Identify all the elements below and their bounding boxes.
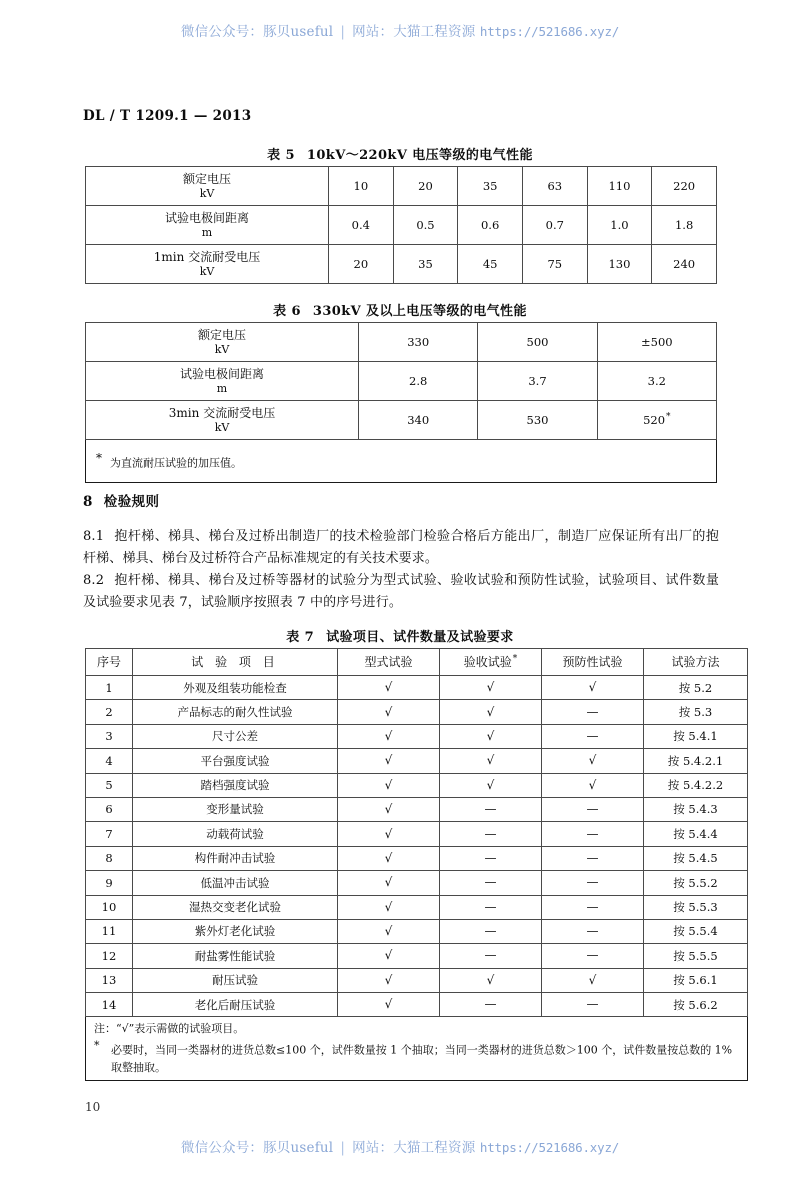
table7-row9-item: 湿热交变老化试验 xyxy=(133,895,338,919)
table6-row2-col2 xyxy=(597,401,716,440)
table7-row6-method: 按 5.4.4 xyxy=(644,822,748,846)
table6-caption-title: 330kV 及以上电压等级的电气性能 xyxy=(312,304,527,319)
watermark-site-value: 大猫工程资源 xyxy=(393,24,476,40)
table7-row12-no: 13 xyxy=(86,968,133,992)
clause-8-1-text: 抱杆梯、梯具、梯台及过桥出制造厂的技术检验部门检验合格后方能出厂，制造厂应保证所有出厂的抱杆梯、梯具、梯台及过桥符合产品标准规定的有关技术要求。 xyxy=(83,529,719,566)
table6-row0-col0: 330 xyxy=(359,323,478,362)
table6-footnote-text: 为直流耐压试验的加压值。 xyxy=(110,456,242,470)
table-row xyxy=(86,871,748,895)
table7-row4-type-test: √ xyxy=(338,773,440,797)
table5-row1-unit: m xyxy=(201,225,213,239)
table5-row0-col4: 110 xyxy=(587,167,652,206)
table7-row2-item: 尺寸公差 xyxy=(133,724,338,748)
table7-row10-preventive-test: — xyxy=(542,919,644,943)
table-row xyxy=(86,919,748,943)
table7-row0-type-test: √ xyxy=(338,676,440,700)
table7-row4-method: 按 5.4.2.2 xyxy=(644,773,748,797)
table7-row8-item: 低温冲击试验 xyxy=(133,871,338,895)
table5-row2-col1: 35 xyxy=(393,245,458,284)
table7-row12-item: 耐压试验 xyxy=(133,968,338,992)
table6-row2-label-text: 3min 交流耐受电压 xyxy=(168,405,276,420)
table7-row4-no: 5 xyxy=(86,773,133,797)
watermark-site-label: 网站： xyxy=(352,1140,394,1156)
table5-row2-col0: 20 xyxy=(329,245,394,284)
table5-row1-col0: 0.4 xyxy=(329,206,394,245)
table7-row7-acceptance-test: — xyxy=(440,846,542,870)
table7-row6-preventive-test: — xyxy=(542,822,644,846)
table7-row1-preventive-test: — xyxy=(542,700,644,724)
footnote-marker-icon: * xyxy=(512,654,518,664)
table7-row13-no: 14 xyxy=(86,993,133,1017)
table6-row1-unit: m xyxy=(216,381,228,395)
table7-row4-item: 踏档强度试验 xyxy=(133,773,338,797)
table5-caption-number: 表 5 xyxy=(267,148,295,163)
table7-row11-acceptance-test: — xyxy=(440,944,542,968)
table5-row1-col4: 1.0 xyxy=(587,206,652,245)
table7-row3-method: 按 5.4.2.1 xyxy=(644,749,748,773)
table7-row1-method: 按 5.3 xyxy=(644,700,748,724)
table7-row10-method: 按 5.5.4 xyxy=(644,919,748,943)
table7-row5-type-test: √ xyxy=(338,797,440,821)
table7-row5-preventive-test: — xyxy=(542,797,644,821)
table5-caption xyxy=(0,144,800,163)
table6-row1-col0: 2.8 xyxy=(359,362,478,401)
footnote-marker-icon: * xyxy=(666,412,671,423)
table7-notes-row xyxy=(86,1017,748,1081)
table7-row11-method: 按 5.5.5 xyxy=(644,944,748,968)
watermark-separator: | xyxy=(340,1140,346,1156)
table7-row6-item: 动载荷试验 xyxy=(133,822,338,846)
table6-row1-label-text: 试验电极间距离 xyxy=(179,366,264,381)
watermark-footer xyxy=(0,1136,800,1156)
table7-row0-method: 按 5.2 xyxy=(644,676,748,700)
table7-row5-item: 变形量试验 xyxy=(133,797,338,821)
table7-note-2 xyxy=(94,1037,739,1076)
table7-row9-acceptance-test: — xyxy=(440,895,542,919)
clause-8-2-text: 抱杆梯、梯具、梯台及过桥等器材的试验分为型式试验、验收试验和预防性试验，试验项目、试件数量及试验要求见表 7，试验顺序按照表 7 中的序号进行。 xyxy=(83,573,719,610)
table5-row0-label xyxy=(86,167,329,206)
table7-header-preventive-test: 预防性试验 xyxy=(542,649,644,676)
table5-row2-col3: 75 xyxy=(522,245,587,284)
table7-caption-title: 试验项目、试件数量及试验要求 xyxy=(326,630,514,645)
watermark-wechat-value: 豚贝useful xyxy=(263,24,334,40)
table7-row1-acceptance-test: √ xyxy=(440,700,542,724)
table7-row1-no: 2 xyxy=(86,700,133,724)
table5-caption-title: 10kV～220kV 电压等级的电气性能 xyxy=(306,148,533,163)
table7-row10-type-test: √ xyxy=(338,919,440,943)
table7-row10-item: 紫外灯老化试验 xyxy=(133,919,338,943)
table7-row0-preventive-test: √ xyxy=(542,676,644,700)
table5-row1-col3: 0.7 xyxy=(522,206,587,245)
table7-row4-acceptance-test: √ xyxy=(440,773,542,797)
table7-row10-acceptance-test: — xyxy=(440,919,542,943)
table7-row4-preventive-test: √ xyxy=(542,773,644,797)
watermark-url: https://521686.xyz/ xyxy=(479,1140,620,1155)
table7-row6-type-test: √ xyxy=(338,822,440,846)
table-row xyxy=(86,724,748,748)
table5-row2-col2: 45 xyxy=(458,245,523,284)
table6-footnote xyxy=(86,440,717,483)
clause-8-2-number: 8.2 xyxy=(83,573,105,588)
watermark-url: https://521686.xyz/ xyxy=(479,24,620,39)
table7-row12-preventive-test: √ xyxy=(542,968,644,992)
clause-8-1-paragraph xyxy=(83,526,719,570)
table7-row7-preventive-test: — xyxy=(542,846,644,870)
table7-test-items-quantity-requirements xyxy=(85,648,748,1081)
table-row xyxy=(86,797,748,821)
table-row xyxy=(86,401,717,440)
table5-row2-col5: 240 xyxy=(652,245,717,284)
table6-row0-col2: ±500 xyxy=(597,323,716,362)
table5-row0-label-text: 额定电压 xyxy=(182,171,231,186)
table7-row2-no: 3 xyxy=(86,724,133,748)
table7-header-acceptance-test xyxy=(440,649,542,676)
table5-row2-col4: 130 xyxy=(587,245,652,284)
table-row xyxy=(86,993,748,1017)
table6-row0-label-text: 额定电压 xyxy=(197,327,246,342)
table-row xyxy=(86,167,717,206)
table6-electrical-performance-330kv-above xyxy=(85,322,717,483)
table5-electrical-performance-10kv-220kv xyxy=(85,166,717,284)
table7-row3-acceptance-test: √ xyxy=(440,749,542,773)
table5-row0-col1: 20 xyxy=(393,167,458,206)
table7-note-2-text: 必要时，当同一类器材的进货总数≤100 个，试件数量按 1 个抽取；当同一类器材的进货总数＞100 个，试件数量按总数的 1%取整抽取。 xyxy=(111,1044,733,1075)
table7-row1-type-test: √ xyxy=(338,700,440,724)
table7-row12-type-test: √ xyxy=(338,968,440,992)
table-row xyxy=(86,895,748,919)
table7-row9-preventive-test: — xyxy=(542,895,644,919)
clause-8-2-paragraph xyxy=(83,570,719,614)
table6-row2-col1: 530 xyxy=(478,401,597,440)
table7-header-no: 序号 xyxy=(86,649,133,676)
table7-row5-no: 6 xyxy=(86,797,133,821)
table-row-footnote xyxy=(86,440,717,483)
table5-row0-col2: 35 xyxy=(458,167,523,206)
table6-caption-number: 表 6 xyxy=(273,304,301,319)
watermark-site-label: 网站： xyxy=(352,24,394,40)
table5-row1-col2: 0.6 xyxy=(458,206,523,245)
table7-row11-type-test: √ xyxy=(338,944,440,968)
table6-row2-label xyxy=(86,401,359,440)
table7-row13-item: 老化后耐压试验 xyxy=(133,993,338,1017)
table7-row11-preventive-test: — xyxy=(542,944,644,968)
table7-row6-acceptance-test: — xyxy=(440,822,542,846)
table7-row5-acceptance-test: — xyxy=(440,797,542,821)
watermark-site-value: 大猫工程资源 xyxy=(393,1140,476,1156)
table7-header-method: 试验方法 xyxy=(644,649,748,676)
table6-row1-label xyxy=(86,362,359,401)
table5-row0-col0: 10 xyxy=(329,167,394,206)
table6-row2-unit: kV xyxy=(214,420,230,434)
table-row xyxy=(86,206,717,245)
table7-row3-no: 4 xyxy=(86,749,133,773)
table7-row9-type-test: √ xyxy=(338,895,440,919)
table-row xyxy=(86,968,748,992)
table7-row6-no: 7 xyxy=(86,822,133,846)
table-row xyxy=(86,362,717,401)
table7-row12-method: 按 5.6.1 xyxy=(644,968,748,992)
table7-row7-method: 按 5.4.5 xyxy=(644,846,748,870)
watermark-wechat-label: 微信公众号： xyxy=(180,1140,264,1156)
table7-row12-acceptance-test: √ xyxy=(440,968,542,992)
table-row xyxy=(86,773,748,797)
section-8-number: 8 xyxy=(83,494,93,510)
table6-row1-col2: 3.2 xyxy=(597,362,716,401)
table7-row3-type-test: √ xyxy=(338,749,440,773)
table7-row0-no: 1 xyxy=(86,676,133,700)
table-row xyxy=(86,700,748,724)
table7-row11-item: 耐盐雾性能试验 xyxy=(133,944,338,968)
table7-row3-item: 平台强度试验 xyxy=(133,749,338,773)
table7-row3-preventive-test: √ xyxy=(542,749,644,773)
table-row xyxy=(86,245,717,284)
table6-row2-col0: 340 xyxy=(359,401,478,440)
table-row xyxy=(86,944,748,968)
section-8-title: 检验规则 xyxy=(103,494,160,510)
table-row xyxy=(86,822,748,846)
table7-row9-no: 10 xyxy=(86,895,133,919)
table7-header-item: 试 验 项 目 xyxy=(133,649,338,676)
table7-caption-number: 表 7 xyxy=(286,630,315,645)
table7-row2-acceptance-test: √ xyxy=(440,724,542,748)
table7-row7-type-test: √ xyxy=(338,846,440,870)
table7-row13-preventive-test: — xyxy=(542,993,644,1017)
table7-row10-no: 11 xyxy=(86,919,133,943)
table-row xyxy=(86,676,748,700)
footnote-star-icon: * xyxy=(96,451,102,466)
table6-row0-col1: 500 xyxy=(478,323,597,362)
table6-row1-col1: 3.7 xyxy=(478,362,597,401)
table7-row1-item: 产品标志的耐久性试验 xyxy=(133,700,338,724)
table7-row11-no: 12 xyxy=(86,944,133,968)
table7-header-row xyxy=(86,649,748,676)
table6-row2-col2-value: 520 xyxy=(643,413,666,428)
table5-row2-unit: kV xyxy=(199,264,215,278)
table7-row0-item: 外观及组装功能检查 xyxy=(133,676,338,700)
watermark-wechat-value: 豚贝useful xyxy=(263,1140,334,1156)
table7-row2-method: 按 5.4.1 xyxy=(644,724,748,748)
table-row xyxy=(86,749,748,773)
table5-row2-label xyxy=(86,245,329,284)
table-row xyxy=(86,323,717,362)
table5-row0-unit: kV xyxy=(199,186,215,200)
watermark-wechat-label: 微信公众号： xyxy=(180,24,264,40)
table6-row0-label xyxy=(86,323,359,362)
table5-row1-col5: 1.8 xyxy=(652,206,717,245)
table7-row2-preventive-test: — xyxy=(542,724,644,748)
table5-row1-label xyxy=(86,206,329,245)
table5-row1-col1: 0.5 xyxy=(393,206,458,245)
table7-row0-acceptance-test: √ xyxy=(440,676,542,700)
table7-row8-acceptance-test: — xyxy=(440,871,542,895)
table7-row2-type-test: √ xyxy=(338,724,440,748)
table7-row13-acceptance-test: — xyxy=(440,993,542,1017)
table7-row8-no: 9 xyxy=(86,871,133,895)
table5-row0-col3: 63 xyxy=(522,167,587,206)
table7-row13-type-test: √ xyxy=(338,993,440,1017)
section-8-heading xyxy=(83,490,159,510)
table5-row0-col5: 220 xyxy=(652,167,717,206)
table7-caption xyxy=(0,626,800,645)
table7-notes xyxy=(86,1017,748,1081)
table7-header-type-test: 型式试验 xyxy=(338,649,440,676)
table6-row0-unit: kV xyxy=(214,342,230,356)
table5-row1-label-text: 试验电极间距离 xyxy=(164,210,249,225)
table7-row8-method: 按 5.5.2 xyxy=(644,871,748,895)
standard-number: DL / T 1209.1 — 2013 xyxy=(83,108,252,124)
watermark-header xyxy=(0,20,800,40)
table7-row9-method: 按 5.5.3 xyxy=(644,895,748,919)
table7-row5-method: 按 5.4.3 xyxy=(644,797,748,821)
table5-row2-label-text: 1min 交流耐受电压 xyxy=(153,249,261,264)
table7-header-acceptance-test-text: 验收试验 xyxy=(463,655,512,669)
clause-8-1-number: 8.1 xyxy=(83,529,105,544)
table7-row7-no: 8 xyxy=(86,846,133,870)
table7-note-1: 注：“√”表示需做的试验项目。 xyxy=(94,1022,245,1036)
page-number: 10 xyxy=(85,1100,101,1114)
table7-row8-preventive-test: — xyxy=(542,871,644,895)
table7-row13-method: 按 5.6.2 xyxy=(644,993,748,1017)
footnote-star-icon: * xyxy=(94,1039,100,1053)
table7-row8-type-test: √ xyxy=(338,871,440,895)
table-row xyxy=(86,846,748,870)
table6-caption xyxy=(0,300,800,319)
table7-row7-item: 构件耐冲击试验 xyxy=(133,846,338,870)
watermark-separator: | xyxy=(340,24,346,40)
